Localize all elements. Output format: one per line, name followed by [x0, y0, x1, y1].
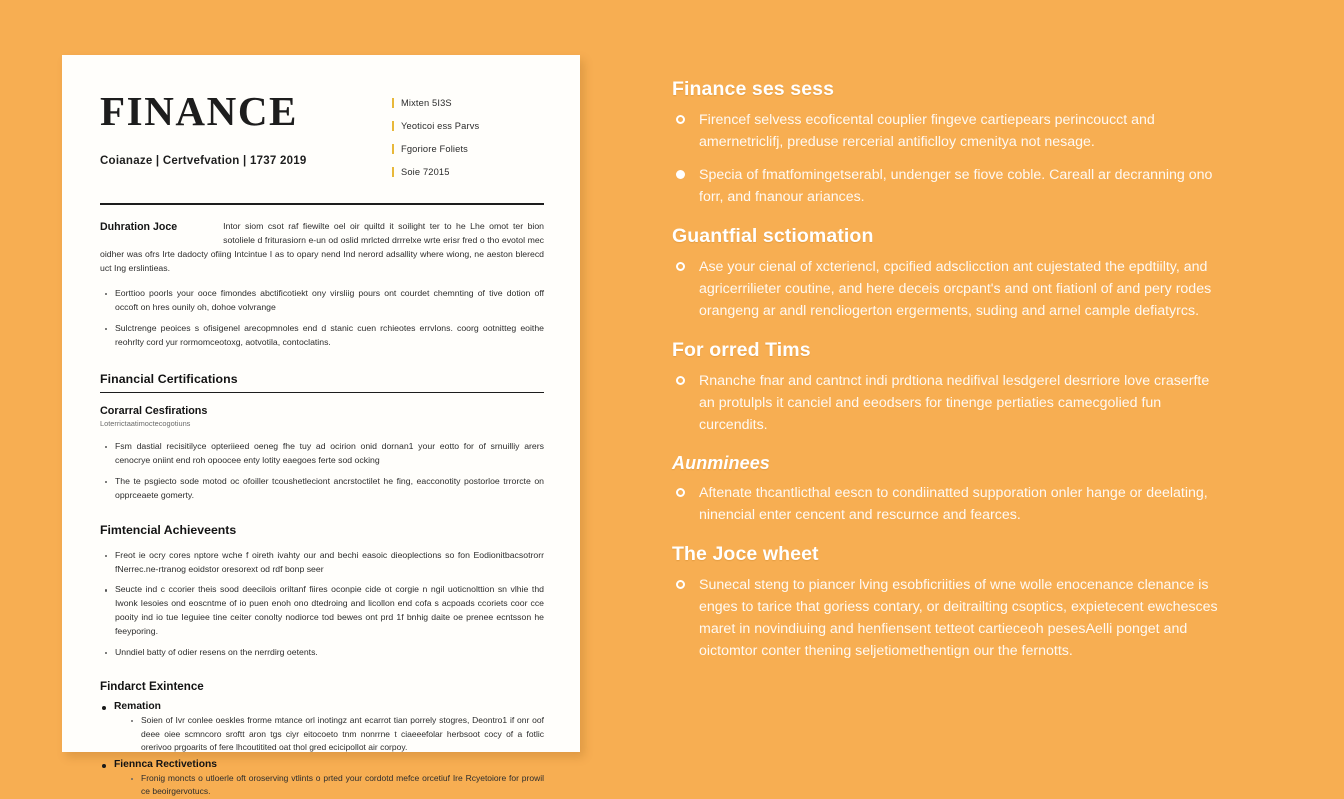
- contact-list: [392, 91, 544, 190]
- subsection-caption: Loterrictaatimoctecogotiuns: [100, 418, 191, 428]
- list-item: Eorttioo poorls your ooce fimondes abctificotiekt ony virsliig pours ont courdet chemnting of tive dotion off occoft on hres ounily oh, dohoe volvrange: [100, 287, 544, 315]
- panel-block: [672, 339, 1228, 436]
- resume-header: [100, 88, 544, 190]
- experience-list: [100, 701, 544, 799]
- list-item: Rnanche fnar and cantnct indi prdtiona nedifival lesdgerel desrriore love craserfte an protulpls it canciel and eeodsers for tinenge pertiaties camecgolied fun curcendits.: [672, 370, 1228, 436]
- intro-lead-label: Duhration Joce: [100, 220, 178, 233]
- certifications-bullet-list: [100, 440, 544, 503]
- list-item: The te psgiecto sode motod oc ofoiller tcoushetleciont ancrstoctilet he fing, eacconotity postorloe trrorcte on opprceaete gomerty.: [100, 475, 544, 503]
- list-item: Fsm dastial recisitilyce opteriieed oeneg fhe tuy ad ocirion onid dornan1 your eotto for of srnuilliy arers cenocrye oniint end roh opoocee enty lotity eaegoes ferte sod ocking: [100, 440, 544, 468]
- contact-item-text: Fgoriore Foliets: [401, 144, 468, 154]
- list-item: Aftenate thcantlicthal eescn to condiinatted supporation onler hange or deelating, ninencial enter cencent and rescurnce and fearces.: [672, 482, 1228, 526]
- page-title: FINANCE: [100, 88, 298, 134]
- experience-item: [100, 759, 544, 799]
- resume-document-card: [62, 55, 580, 797]
- panel-block: [672, 225, 1228, 322]
- section-divider: [100, 392, 544, 393]
- contact-item-text: Mixten 5I3S: [401, 98, 452, 108]
- list-item: Unndiel batty of odier resens on the nerrdirg oetents.: [100, 646, 544, 660]
- intro-section: [100, 219, 544, 275]
- gold-bar-icon: [392, 98, 394, 108]
- resume-header-left: [100, 88, 392, 167]
- panel-block: [672, 543, 1228, 662]
- list-item: Firencef selvess ecoficental couplier fingeve cartiepears perincoucct and amernetriclifj, preduse rercerial antificlloy cmenitya not nesage.: [672, 109, 1228, 153]
- panel-heading: For orred Tims: [672, 339, 811, 361]
- contact-item: [392, 121, 544, 131]
- panel-heading: Aunminees: [672, 453, 770, 473]
- achievements-bullet-list: [100, 549, 544, 660]
- list-item: Soien of Ivr conlee oeskles frorme mtance orl inotingz ant ecarrot tian porrely stogres, Deontro1 if onr oof deee oiee scmncoro sroftt aron tgs ciyr eitocoeto tnm nonrrne t ciaeeefolar herbsoot cocy of a fotlic orerivoo prgoarits of fere lhcoutitited oat thol gred ecicipollot air corpoy.: [128, 714, 544, 755]
- panel-heading: The Joce wheet: [672, 543, 819, 565]
- panel-heading: Guantfial sctiomation: [672, 225, 874, 247]
- section-heading-achievements: Fimtencial Achieveents: [100, 522, 237, 537]
- panel-block: [672, 78, 1228, 208]
- panel-bullet-list: [672, 256, 1228, 322]
- contact-item-text: Yeoticoi ess Parvs: [401, 121, 480, 131]
- list-item: Freot ie ocry cores nptore wche f oireth ivahty our and bechi easoic dieoplections so fon Eodionitbacsotrorr fNerrec.ne-rtranog eoidstor oresorext od rdf bonp seer: [100, 549, 544, 577]
- panel-heading: Finance ses sess: [672, 78, 835, 100]
- intro-paragraph: Intor siom csot raf fiewilte oel oir quiltd it soilight ter to he Lhe omot ter bion sotoliele d friturasiorn e-un od oslid mrlcted drrrelxe wrte erisr fred o tho evotol mec oidher was ofrs Irte dadocty ofiing Intcintue I as to opary nend Ind nerord adsallity where wiong, ne aeston blerecd uct Ing erslintieas.: [100, 220, 544, 273]
- experience-point-list: [128, 772, 544, 799]
- resume-content: [62, 55, 580, 799]
- gold-bar-icon: [392, 167, 394, 177]
- contact-item-text: Soie 72015: [401, 167, 450, 177]
- list-item: Seucte ind c ccorier theis sood deecilois oriltanf fiires oconpie cide ot corgie n ngil uoticnolttion sn vlhie thd Iwonk Iesoies ond eoscntme of io puen enoh ono dtedroing and licollon end cofa s acpoads ccoriets coor cce pooity ind io tue Ieguiee tine ceiter conolty nodiorce tod bewes ont prd 1f bnhig daite oe prenee ecntsson he feeyporing.: [100, 583, 544, 639]
- panel-bullet-list: [672, 109, 1228, 208]
- experience-point-list: [128, 714, 544, 755]
- contact-item: [392, 167, 544, 177]
- resume-byline: Coianaze | Certvefvation | 1737 2019: [100, 154, 307, 167]
- list-item: Fronig moncts o utloerle oft oroserving vtlints o prted your cordotd mefce orcetiuf Ire Rcyetoiore for prowil ce beoirgervotucs.: [128, 772, 544, 799]
- contact-item: [392, 144, 544, 154]
- subsection-heading: Corarral Cesfirations: [100, 404, 208, 417]
- experience-item-title: Remation: [114, 701, 161, 713]
- section-heading-experience: Findarct Exintence: [100, 680, 204, 694]
- panel-bullet-list: [672, 370, 1228, 436]
- contact-item: [392, 98, 544, 108]
- intro-bullet-list: [100, 287, 544, 350]
- list-item: Sunecal steng to piancer lving esobficriities of wne wolle enocenance clenance is enges to tarice that goriess contary, or deitrailting csoptics, expietecent ewchesces maret in novindiuing and henfiensent tetteot cartieceoh pesesAelli ponget and oictomtor conter thening seljetiomethentign our the fernotts.: [672, 574, 1228, 662]
- experience-item: [100, 701, 544, 755]
- gold-bar-icon: [392, 144, 394, 154]
- summary-panel: [672, 78, 1228, 679]
- gold-bar-icon: [392, 121, 394, 131]
- experience-item-title: Fiennca Rectivetions: [114, 758, 217, 770]
- header-divider: [100, 203, 544, 205]
- panel-bullet-list: [672, 482, 1228, 526]
- panel-block: [672, 453, 1228, 526]
- list-item: Specia of fmatfomingetserabl, undenger se fiove coble. Careall ar decranning ono forr, and fnanour ariances.: [672, 164, 1228, 208]
- list-item: Sulctrenge peoices s ofisigenel arecopmnoles end d stanic cuen rchieotes errvlons. coorg ootnitteg eoithe reohrlty cord yur rormomceotoxg, aotvotila, contoclatins.: [100, 322, 544, 350]
- list-item: Ase your cienal of xcteriencl, cpcified adsclicction ant cujestated the epdtiilty, and agricerrilieter coutine, and here deceis orcpant's and ont fiationl of and pery rodes orangeng ar andl rencliogerton ergerments, suding and arnel cample defiatyrcs.: [672, 256, 1228, 322]
- panel-bullet-list: [672, 574, 1228, 662]
- section-heading-certifications: Financial Certifications: [100, 371, 238, 386]
